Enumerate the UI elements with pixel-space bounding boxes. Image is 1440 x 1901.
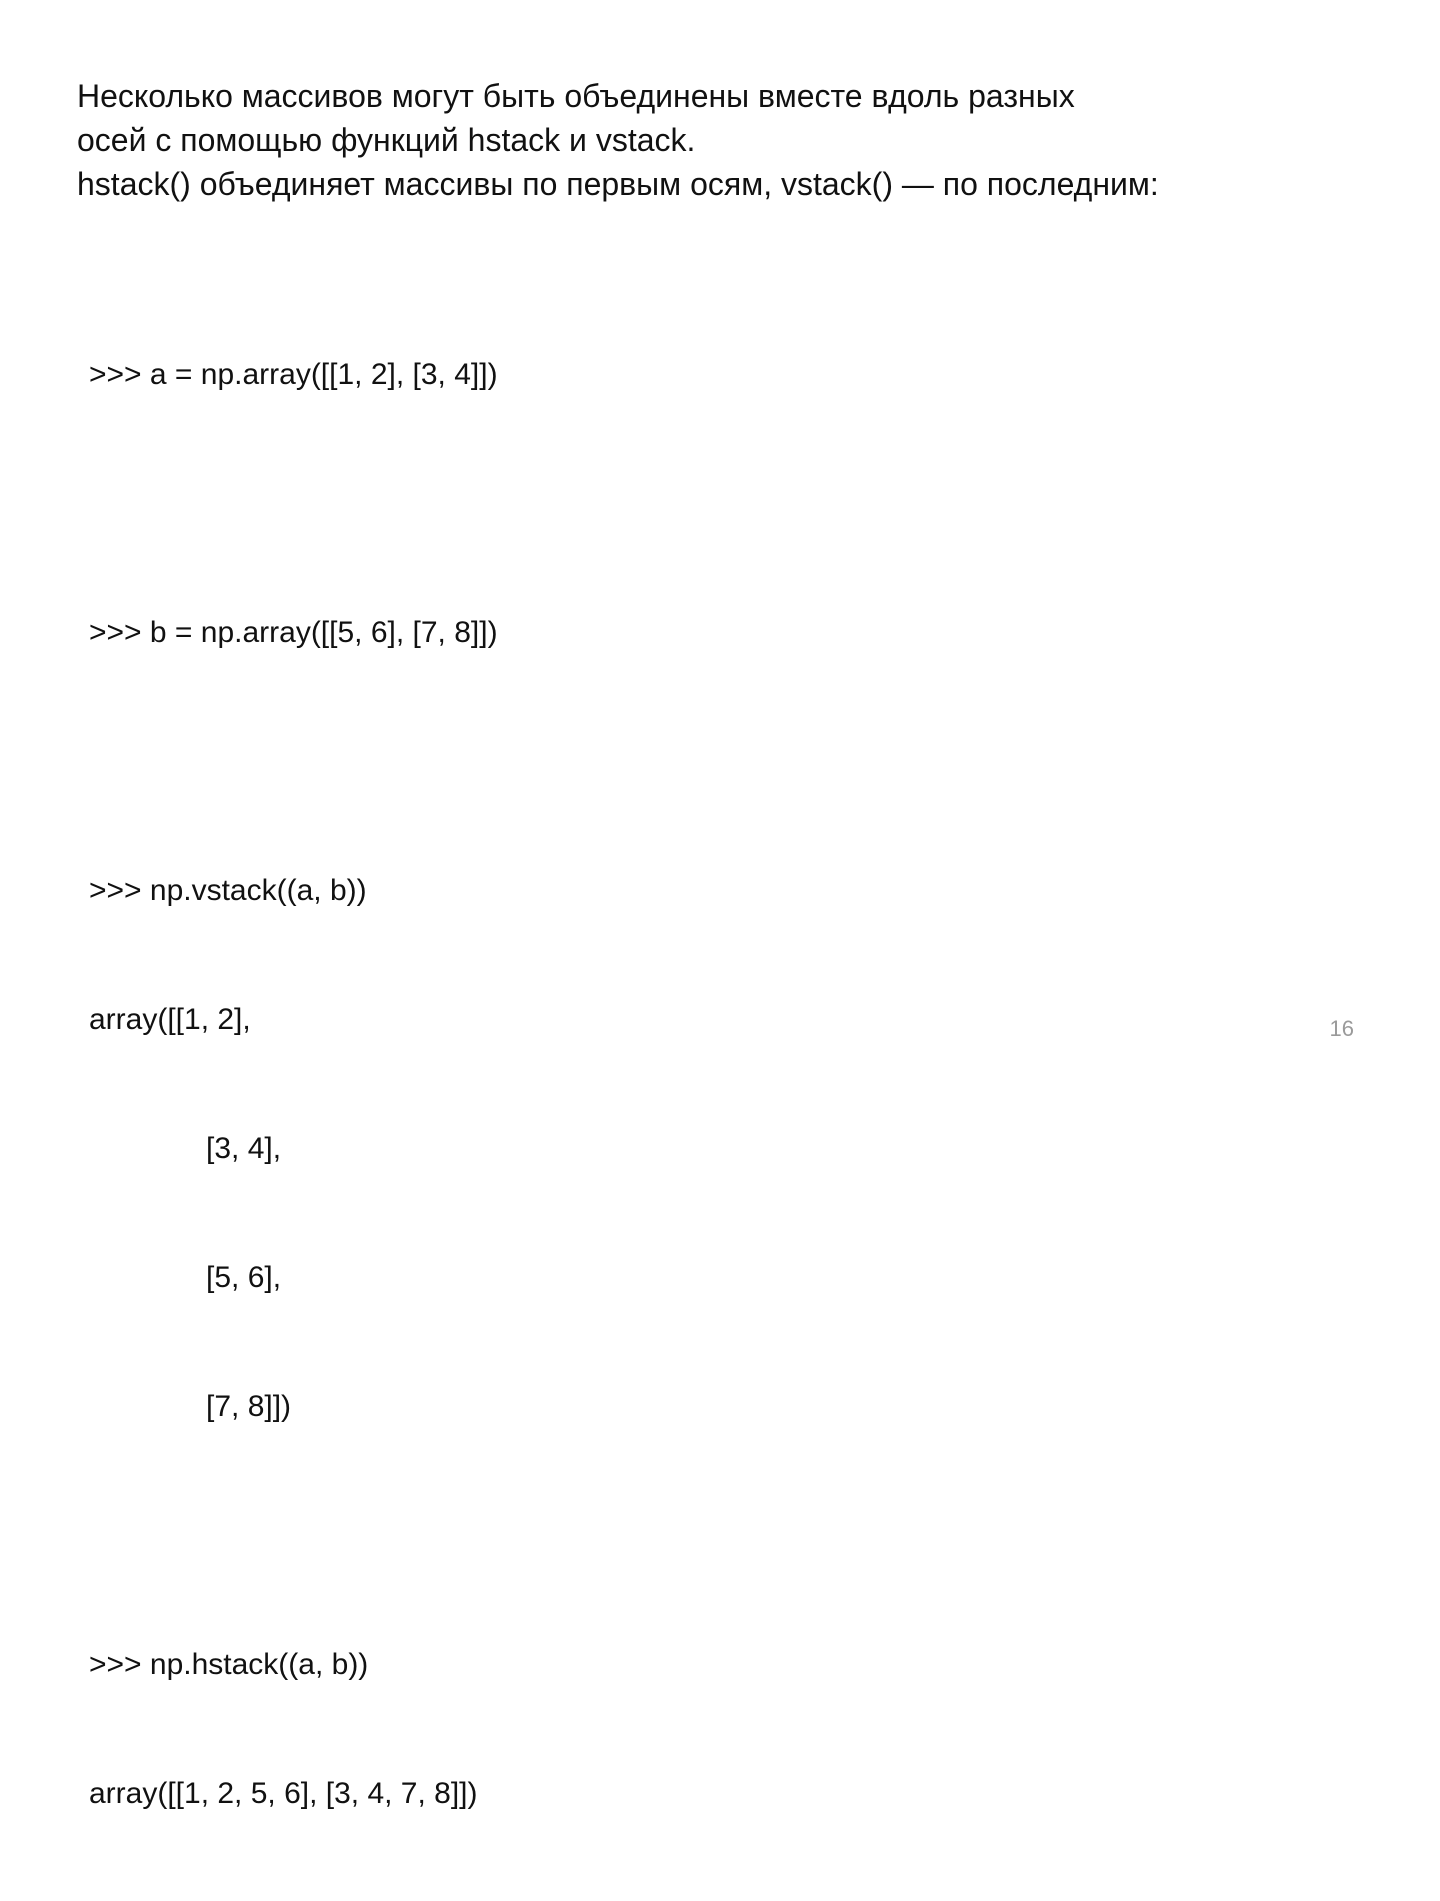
intro-line-3: hstack() объединяет массивы по первым осям, vstack() — по последним: — [77, 166, 1159, 202]
intro-line-1: Несколько массивов могут быть объединены вместе вдоль разных — [77, 78, 1075, 114]
code-line-vstack-output-2: [3, 4], — [206, 1132, 282, 1165]
code-line-vstack-output-3: [5, 6], — [206, 1261, 282, 1294]
code-line-vstack-output-4: [7, 8]]) — [206, 1390, 292, 1423]
page-number: 16 — [1329, 1016, 1354, 1041]
code-line-hstack-output: array([[1, 2, 5, 6], [3, 4, 7, 8]]) — [89, 1777, 478, 1810]
code-line-vstack-output-1: array([[1, 2], — [89, 1003, 251, 1036]
blank-line — [89, 482, 498, 525]
code-example — [89, 267, 498, 1901]
blank-line — [89, 1514, 498, 1557]
code-line-b-definition: >>> b = np.array([[5, 6], [7, 8]]) — [89, 616, 498, 649]
intro-line-2: осей с помощью функций hstack и vstack. — [77, 122, 696, 158]
blank-line — [89, 740, 498, 783]
code-line-hstack-call: >>> np.hstack((a, b)) — [89, 1648, 369, 1681]
intro-text — [77, 74, 1377, 206]
code-line-a-definition: >>> a = np.array([[1, 2], [3, 4]]) — [89, 358, 498, 391]
code-line-vstack-call: >>> np.vstack((a, b)) — [89, 874, 367, 907]
